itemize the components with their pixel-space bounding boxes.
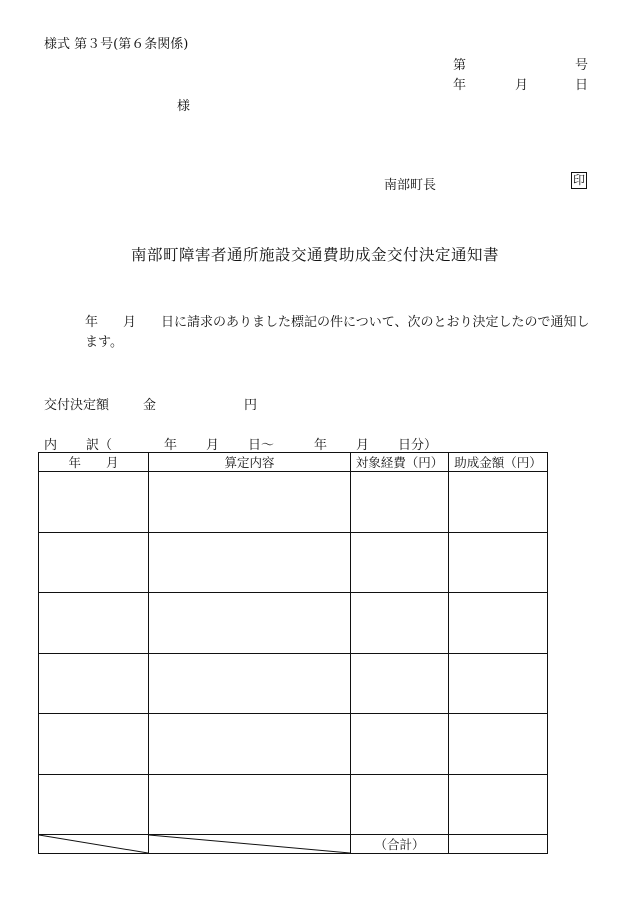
cell (351, 472, 449, 533)
cell (351, 532, 449, 593)
cell (39, 774, 149, 835)
period-end-year: 年 (314, 438, 328, 453)
period-start-day: 日～ (248, 438, 275, 453)
period-start-year: 年 (164, 438, 178, 453)
period-end-day: 日分） (398, 438, 438, 453)
notice-body (33, 313, 593, 353)
cell (39, 472, 149, 533)
table-row (39, 532, 548, 593)
cell (449, 532, 548, 593)
body-year: 年 (85, 315, 99, 330)
form-identifier: 様式 第３号(第６条関係) (44, 37, 189, 52)
header-year-month: 年 月 (39, 453, 149, 472)
cell (449, 593, 548, 654)
issuer-name: 南部町長 (384, 178, 437, 193)
table-row (39, 653, 548, 714)
cell (449, 774, 548, 835)
period-start-month: 月 (206, 438, 220, 453)
number-prefix: 第 (453, 58, 467, 73)
cell (351, 714, 449, 775)
cell (39, 714, 149, 775)
date-year: 年 (453, 78, 467, 93)
cell (149, 653, 351, 714)
cell (351, 653, 449, 714)
cell (149, 472, 351, 533)
cell (149, 593, 351, 654)
table-row (39, 774, 548, 835)
table-total-row (39, 835, 548, 854)
period-end-month: 月 (356, 438, 370, 453)
date-month: 月 (515, 78, 529, 93)
amount-label: 交付決定額 (44, 398, 110, 413)
cell (449, 472, 548, 533)
document-title: 南部町障害者通所施設交通費助成金交付決定通知書 (130, 246, 499, 264)
cell (149, 774, 351, 835)
number-suffix: 号 (575, 58, 589, 73)
cell (449, 714, 548, 775)
total-amount-cell (449, 835, 548, 854)
addressee-honorific: 様 (177, 99, 191, 114)
notice-body-text (33, 313, 593, 353)
total-label: （合計） (351, 835, 449, 854)
table-row (39, 472, 548, 533)
diagonal-cell (39, 835, 149, 854)
seal-mark: 印 (573, 173, 586, 187)
decision-amount-line (44, 394, 257, 413)
diagonal-cell (149, 835, 351, 854)
header-subsidy-amount: 助成金額（円） (449, 453, 548, 472)
body-month: 月 (123, 315, 137, 330)
date-day: 日 (575, 78, 589, 93)
breakdown-char-2: 訳（ (86, 438, 113, 453)
cell (149, 714, 351, 775)
cell (351, 774, 449, 835)
cell (351, 593, 449, 654)
header-target-expense: 対象経費（円） (351, 453, 449, 472)
breakdown-period-line (44, 434, 437, 453)
table-header-row (39, 453, 548, 472)
amount-prefix: 金 (143, 398, 157, 413)
issue-date-line (453, 74, 589, 93)
cell (39, 653, 149, 714)
table-row (39, 714, 548, 775)
amount-unit: 円 (244, 398, 258, 413)
table-row (39, 593, 548, 654)
breakdown-table (38, 452, 548, 854)
cell (39, 532, 149, 593)
cell (39, 593, 149, 654)
cell (449, 653, 548, 714)
document-number-line (453, 54, 589, 73)
breakdown-char-1: 内 (44, 438, 58, 453)
cell (149, 532, 351, 593)
body-rest: 日に請求のありました標記の件について、次のとおり決定したので通知します。 (85, 315, 590, 350)
header-calculation: 算定内容 (149, 453, 351, 472)
